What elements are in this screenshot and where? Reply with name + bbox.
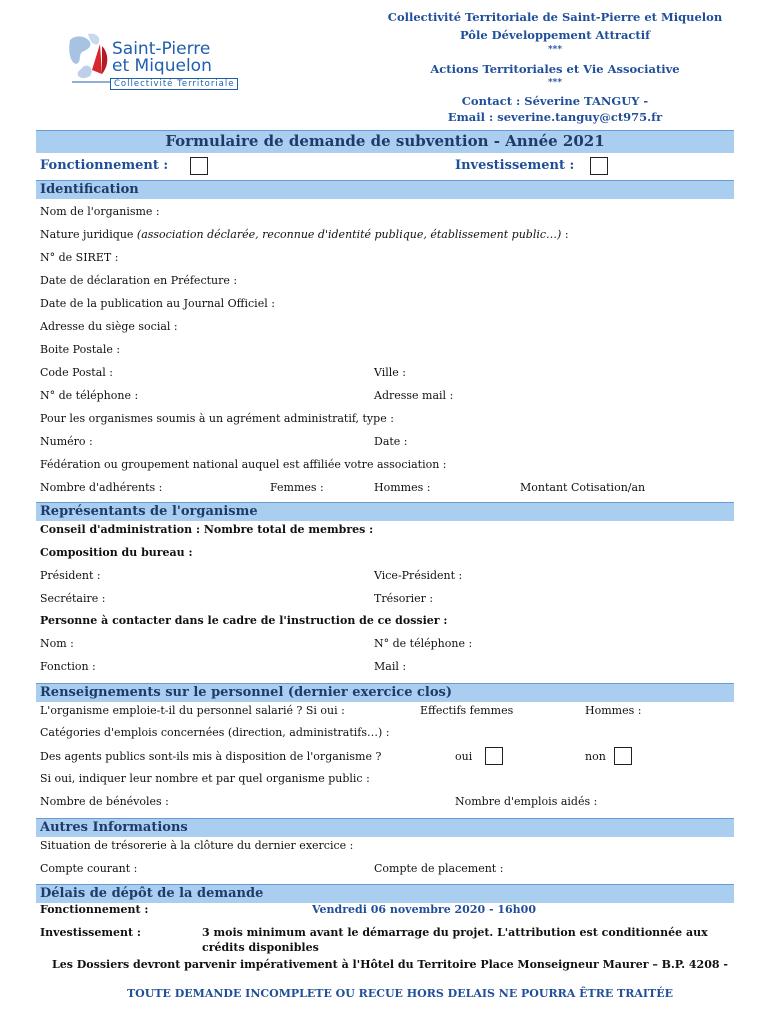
- nature-suffix: :: [561, 228, 569, 241]
- publication-date-label: Date de la publication au Journal Officiel :: [40, 297, 275, 310]
- boite-postale-label: Boite Postale :: [40, 343, 121, 356]
- logo-tagline: Collectivité Territoriale: [110, 78, 238, 90]
- conseil-label: Conseil d'administration : Nombre total de membres :: [40, 523, 374, 536]
- collectivite-logo: [62, 30, 252, 92]
- nature-juridique-label: [40, 228, 569, 241]
- personnel-section-header: [36, 683, 734, 702]
- header-line-2: Pôle Développement Attractif: [459, 28, 651, 42]
- delai-investissement-label: Investissement :: [40, 926, 141, 939]
- fonctionnement-label: Fonctionnement :: [40, 158, 169, 173]
- code-postal-label: Code Postal :: [40, 366, 114, 379]
- delai-investissement-value-1: 3 mois minimum avant le démarrage du projet. L'attribution est conditionnée aux: [202, 926, 708, 939]
- secretaire-label: Secrétaire :: [40, 592, 106, 605]
- agents-publics-label: Des agents publics sont-ils mis à disposition de l'organisme ?: [40, 750, 382, 763]
- header-line-3: Actions Territoriales et Vie Associative: [430, 62, 680, 76]
- effectifs-hommes-label: Hommes :: [585, 704, 642, 717]
- fonctionnement-checkbox[interactable]: [190, 157, 208, 175]
- autres-section-header: [36, 818, 734, 837]
- agrement-date-label: Date :: [374, 435, 408, 448]
- agrement-type-label: Pour les organismes soumis à un agrément administratif, type :: [40, 412, 394, 425]
- dossiers-adresse-text: Les Dossiers devront parvenir impérativement à l'Hôtel du Territoire Place Monseigneur Maurer – B.P. 4208 -: [52, 958, 728, 971]
- header-line-1: Collectivité Territoriale de Saint-Pierre et Miquelon: [387, 10, 723, 24]
- categories-emplois-label: Catégories d'emplois concernées (direction, administratifs…) :: [40, 726, 390, 739]
- cotisation-label: Montant Cotisation/an: [520, 481, 646, 494]
- delais-section-header: [36, 884, 734, 903]
- non-checkbox[interactable]: [614, 747, 632, 765]
- delai-fonctionnement-label: Fonctionnement :: [40, 903, 149, 916]
- contact-mail-label: Mail :: [374, 660, 407, 673]
- si-oui-label: Si oui, indiquer leur nombre et par quel organisme public :: [40, 772, 370, 785]
- non-label: non: [585, 750, 606, 763]
- contact-nom-label: Nom :: [40, 637, 74, 650]
- telephone-label: N° de téléphone :: [40, 389, 139, 402]
- investissement-checkbox[interactable]: [590, 157, 608, 175]
- identification-heading: Identification: [40, 182, 139, 197]
- adresse-mail-label: Adresse mail :: [374, 389, 454, 402]
- agrement-numero-label: Numéro :: [40, 435, 93, 448]
- tresorerie-label: Situation de trésorerie à la clôture du dernier exercice :: [40, 839, 354, 852]
- contact-fonction-label: Fonction :: [40, 660, 96, 673]
- personnel-heading: Renseignements sur le personnel (dernier exercice clos): [40, 685, 453, 700]
- personnel-salarie-label: L'organisme emploie-t-il du personnel salarié ? Si oui :: [40, 704, 345, 717]
- president-label: Président :: [40, 569, 101, 582]
- composition-bureau-label: Composition du bureau :: [40, 546, 193, 559]
- form-title: Formulaire de demande de subvention - Année 2021: [165, 132, 605, 150]
- nature-examples: (association déclarée, reconnue d'identité publique, établissement public…): [136, 228, 562, 241]
- oui-label: oui: [455, 750, 473, 763]
- representants-heading: Représentants de l'organisme: [40, 504, 258, 519]
- contact-person-label: Personne à contacter dans le cadre de l'instruction de ce dossier :: [40, 614, 448, 627]
- federation-label: Fédération ou groupement national auquel est affiliée votre association :: [40, 458, 447, 471]
- emplois-aides-label: Nombre d'emplois aidés :: [455, 795, 598, 808]
- delais-heading: Délais de dépôt de la demande: [40, 886, 264, 901]
- delai-fonctionnement-value: Vendredi 06 novembre 2020 - 16h00: [312, 903, 536, 916]
- ville-label: Ville :: [374, 366, 407, 379]
- tresorier-label: Trésorier :: [374, 592, 434, 605]
- header-email[interactable]: Email : severine.tanguy@ct975.fr: [447, 110, 663, 124]
- hommes-label: Hommes :: [374, 481, 431, 494]
- effectifs-femmes-label: Effectifs femmes: [420, 704, 514, 717]
- logo-name-1: Saint-Pierre: [112, 39, 211, 59]
- benevoles-label: Nombre de bénévoles :: [40, 795, 169, 808]
- vice-president-label: Vice-Président :: [374, 569, 463, 582]
- declaration-date-label: Date de déclaration en Préfecture :: [40, 274, 238, 287]
- nature-prefix: Nature juridique: [40, 228, 137, 241]
- header-contact: Contact : Séverine TANGUY -: [461, 94, 649, 108]
- contact-telephone-label: N° de téléphone :: [374, 637, 473, 650]
- adherents-label: Nombre d'adhérents :: [40, 481, 163, 494]
- femmes-label: Femmes :: [270, 481, 324, 494]
- investissement-label: Investissement :: [455, 158, 575, 173]
- warning-text: TOUTE DEMANDE INCOMPLETE OU RECUE HORS DELAIS NE POURRA ÊTRE TRAITÉE: [126, 987, 674, 1000]
- oui-checkbox[interactable]: [485, 747, 503, 765]
- identification-section-header: [36, 180, 734, 199]
- logo-name-2: et Miquelon: [112, 56, 212, 76]
- compte-courant-label: Compte courant :: [40, 862, 138, 875]
- siret-label: N° de SIRET :: [40, 251, 119, 264]
- compte-placement-label: Compte de placement :: [374, 862, 504, 875]
- nom-organisme-label: Nom de l'organisme :: [40, 205, 160, 218]
- delai-investissement-value-2: crédits disponibles: [202, 941, 319, 954]
- adresse-siege-label: Adresse du siège social :: [40, 320, 178, 333]
- representants-section-header: [36, 502, 734, 521]
- header-separator-2: ***: [547, 78, 563, 88]
- header-separator-1: ***: [547, 45, 563, 55]
- autres-heading: Autres Informations: [40, 820, 188, 835]
